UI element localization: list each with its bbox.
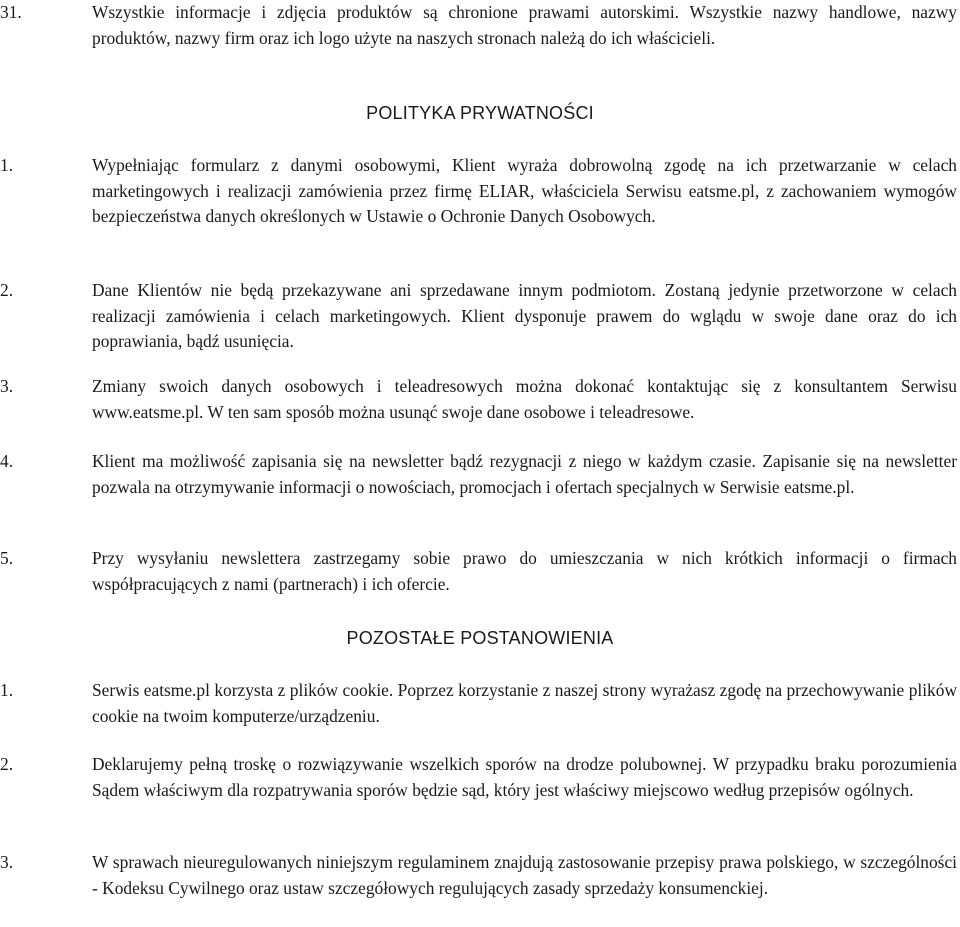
paragraph-text: Wszystkie informacje i zdjęcia produktów są chronione prawami autorskimi. Wszystkie nazwy handlowe, nazwy produktów, nazwy firm oraz ich logo użyte na naszych stronach należą do ich właścicieli. (92, 2, 957, 48)
paragraph-number: 2. (0, 754, 14, 774)
paragraph-number: 1. (0, 680, 14, 700)
paragraph-text: Wypełniając formularz z danymi osobowymi, Klient wyraża dobrowolną zgodę na ich przetwarzanie w celach marketingowych i realizacji zamówienia przez firmę ELIAR, właściciela Serwisu eatsme.pl, z zachowaniem wymogów bezpieczeństwa danych określonych w Ustawie o Ochronie Danych Osobowych. (92, 155, 957, 226)
paragraph-text: Zmiany swoich danych osobowych i teleadresowych można dokonać kontaktując się z konsultantem Serwisu www.eatsme.pl. W ten sam sposób można usunąć swoje dane osobowe i teleadresowe. (92, 376, 957, 422)
paragraph-number: 2. (0, 280, 14, 300)
paragraph-text: Serwis eatsme.pl korzysta z plików cookie. Poprzez korzystanie z naszej strony wyrażasz zgodę na przechowywanie plików cookie na twoim komputerze/urządzeniu. (92, 680, 957, 726)
paragraph-number: 1. (0, 155, 14, 175)
other-provisions-heading: POZOSTAŁE POSTANOWIENIA (346, 628, 614, 648)
paragraph-text: Deklarujemy pełną troskę o rozwiązywanie wszelkich sporów na drodze polubownej. W przypadku braku porozumienia Sądem właściwym dla rozpatrywania sporów będzie sąd, który jest właściwy miejscowo według przepisów ogólnych. (92, 754, 957, 800)
privacy-policy-heading: POLITYKA PRYWATNOŚCI (366, 103, 594, 123)
paragraph-text: Klient ma możliwość zapisania się na newsletter bądź rezygnacji z niego w każdym czasie. Zapisanie się na newsletter pozwala na otrzymywanie informacji o nowościach, promocjach i ofertach specjalnych w Serwisie eatsme.pl. (92, 451, 957, 497)
paragraph-text: Przy wysyłaniu newslettera zastrzegamy sobie prawo do umieszczania w nich krótkich informacji o firmach współpracujących z nami (partnerach) i ich ofercie. (92, 548, 957, 594)
paragraph-number: 3. (0, 852, 14, 872)
paragraph-number: 3. (0, 376, 14, 396)
paragraph-number: 31. (0, 2, 22, 22)
paragraph-number: 5. (0, 548, 14, 568)
paragraph-text: W sprawach nieuregulowanych niniejszym regulaminem znajdują zastosowanie przepisy prawa polskiego, w szczególności - Kodeksu Cywilnego oraz ustaw szczegółowych regulujących zasady sprzedaży konsumenckiej. (92, 852, 957, 898)
paragraph-number: 4. (0, 451, 14, 471)
paragraph-text: Dane Klientów nie będą przekazywane ani sprzedawane innym podmiotom. Zostaną jedynie przetworzone w celach realizacji zamówienia i celach marketingowych. Klient dysponuje prawem do wglądu w swoje dane oraz do ich poprawiania, bądź usunięcia. (92, 280, 957, 351)
